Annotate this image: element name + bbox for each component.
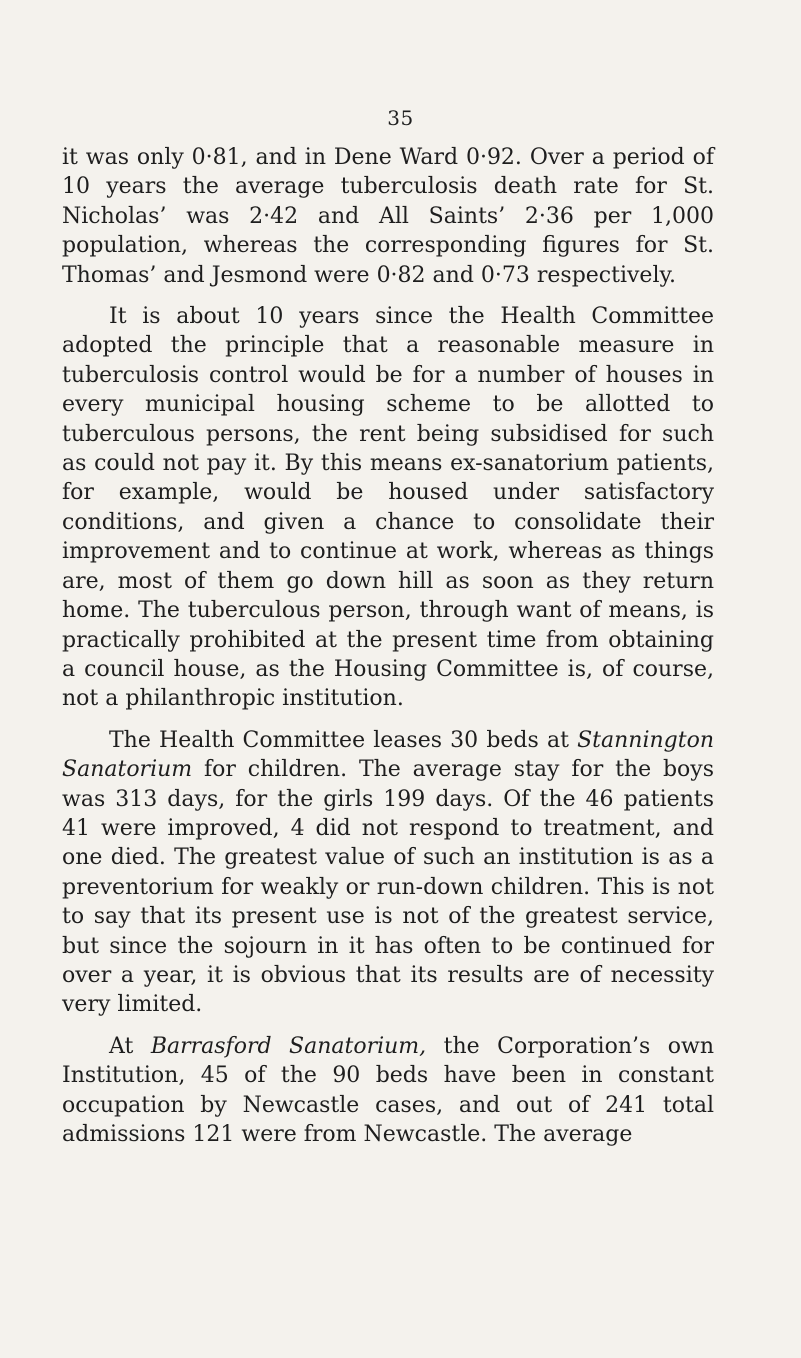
page-number: 35	[387, 106, 414, 130]
stannington-text-after: for children. The average stay for the boys was 313 days, for the girls 199 days. Of the 46 patients 41 were improved, 4 did not respond to treatment, and one died. The greatest value of such an institution is as a preventorium for weakly or run-down children. This is not to say that its present use is not of the greatest service, but since the sojourn in it has often to be continued for over a year, it is obvious that its results are of necessity very limited.	[62, 757, 714, 1018]
stannington-sanatorium-name: Stannington Sanatorium	[62, 727, 714, 783]
stannington-text-before: The Health Committee leases 30 beds at	[109, 727, 578, 753]
barrasford-text-after: the Corporation’s own Institution, 45 of the 90 beds have been in constant occupation by Newcastle cases, and out of 241 total admissions 121 were from Newcastle. The average	[62, 1033, 714, 1147]
paragraph-tuberculosis-death-rates: it was only 0·81, and in Dene Ward 0·92. Over a period of 10 years the average tuberculosis death rate for St. Nicholas’ was 2·42 and All Saints’ 2·36 per 1,000 population, whereas the corresponding figures for St. Thomas’ and Jesmond were 0·82 and 0·73 respectively.	[62, 145, 714, 288]
paragraph-housing-scheme: It is about 10 years since the Health Committee adopted the principle that a reasonable measure in tuberculosis control would be for a number of houses in every municipal housing scheme to be allotted to tuberculous persons, the rent being subsidised for such as could not pay it. By this means ex-sanatorium patients, for example, would be housed under satisfactory conditions, and given a chance to consolidate their improvement and to continue at work, whereas as things are, most of them go down hill as soon as they return home. The tuberculous person, through want of means, is practically prohibited at the present time from obtaining a council house, as the Housing Committee is, of course, not a philanthropic institution.	[62, 304, 714, 712]
barrasford-sanatorium-name: Barrasford Sanatorium,	[150, 1033, 427, 1059]
body-text	[62, 143, 714, 1161]
barrasford-text-before: At	[109, 1033, 151, 1059]
paragraph-barrasford-sanatorium	[62, 1032, 714, 1150]
paragraph-stannington-sanatorium	[62, 726, 714, 1020]
